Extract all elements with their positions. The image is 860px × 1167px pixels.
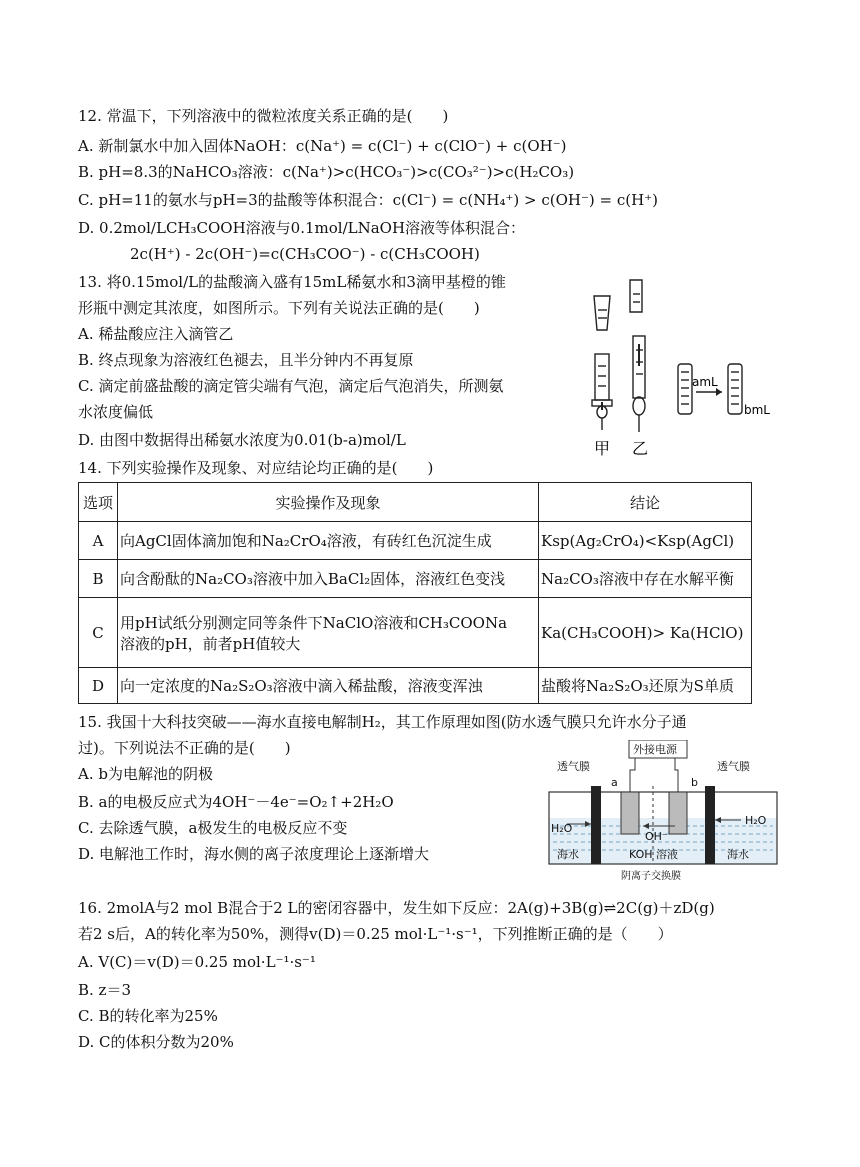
q13-stem-2: 形瓶中测定其浓度，如图所示。下列有关说法正确的是( )	[78, 299, 480, 317]
electrolysis-figure	[545, 740, 785, 885]
q16-option-c: C. B的转化率为25%	[78, 1007, 218, 1025]
koh-solution-label: KOH 溶液	[629, 848, 679, 861]
q16-option-d: D. C的体积分数为20%	[78, 1033, 234, 1051]
q16-stem-2: 若2 s后，A的转化率为50%，测得v(D)＝0.25 mol·L⁻¹·s⁻¹，下列推断正确的是（ ）	[78, 925, 673, 943]
anion-membrane-caption: 阴离子交换膜	[621, 871, 681, 882]
row-operation: 向一定浓度的Na₂S₂O₃溶液中滴入稀盐酸，溶液变浑浊	[118, 668, 539, 704]
burette-yi-label: 乙	[632, 439, 649, 458]
membrane-left-label: 透气膜	[557, 760, 590, 773]
experiment-table	[78, 482, 752, 704]
row-option: C	[79, 598, 118, 668]
q16-option-b: B. z＝3	[78, 981, 132, 999]
table-header-row	[79, 483, 752, 522]
q12-option-d: D. 0.2mol/LCH₃COOH溶液与0.1mol/LNaOH溶液等体积混合：	[78, 219, 526, 237]
q16-option-a: A. V(C)＝v(D)＝0.25 mol·L⁻¹·s⁻¹	[78, 953, 316, 971]
table-row	[79, 560, 752, 598]
burette-figure	[580, 274, 780, 459]
q12-option-b: B. pH=8.3的NaHCO₃溶液：c(Na⁺)>c(HCO₃⁻)>c(CO₃²⁻)>c(H₂CO₃)	[78, 163, 575, 181]
power-source-label: 外接电源	[633, 743, 677, 756]
header-conclusion: 结论	[539, 483, 752, 522]
row-operation	[118, 598, 539, 668]
q12-option-d-eq: 2c(H⁺) - 2c(OH⁻)=c(CH₃COO⁻) - c(CH₃COOH)	[130, 245, 480, 263]
table-row	[79, 522, 752, 560]
q13-stem-1: 13. 将0.15mol/L的盐酸滴入盛有15mL稀氨水和3滴甲基橙的锥	[78, 273, 506, 291]
electrode-a-label: a	[611, 776, 618, 789]
burette-jia-label: 甲	[594, 439, 611, 458]
row-option: D	[79, 668, 118, 704]
q13-option-c-2: 水浓度偏低	[78, 403, 154, 421]
row-operation-line-1: 用pH试纸分别测定同等条件下NaClO溶液和CH₃COONa	[120, 613, 508, 632]
row-conclusion: 盐酸将Na₂S₂O₃还原为S单质	[539, 668, 752, 704]
q15-stem-1: 15. 我国十大科技突破——海水直接电解制H₂，其工作原理如图(防水透气膜只允许水分子通	[78, 713, 687, 731]
q15-option-b: B. a的电极反应式为4OH⁻－4e⁻=O₂↑+2H₂O	[78, 793, 394, 811]
row-conclusion: Ksp(Ag₂CrO₄)<Ksp(AgCl)	[539, 522, 752, 560]
q12-stem: 12. 常温下，下列溶液中的微粒浓度关系正确的是( )	[78, 107, 449, 125]
row-operation: 向AgCl固体滴加饱和Na₂CrO₄溶液，有砖红色沉淀生成	[118, 522, 539, 560]
seawater-left-label: 海水	[557, 848, 579, 861]
electrode-b-label: b	[691, 776, 698, 789]
row-conclusion: Ka(CH₃COOH)> Ka(HClO)	[539, 598, 752, 668]
q12-option-c: C. pH=11的氨水与pH=3的盐酸等体积混合：c(Cl⁻) = c(NH₄⁺) > c(OH⁻) = c(H⁺)	[78, 191, 658, 209]
table-row	[79, 668, 752, 704]
q13-option-b: B. 终点现象为溶液红色褪去，且半分钟内不再复原	[78, 351, 414, 369]
row-option: A	[79, 522, 118, 560]
header-operation: 实验操作及现象	[118, 483, 539, 522]
q13-option-a: A. 稀盐酸应注入滴管乙	[78, 325, 234, 343]
header-option: 选项	[79, 483, 118, 522]
q15-option-d: D. 电解池工作时，海水侧的离子浓度理论上逐渐增大	[78, 845, 430, 863]
reading-b-label: bmL	[744, 403, 770, 417]
row-operation-line-2: 溶液的pH，前者pH值较大	[120, 634, 301, 653]
q16-stem-1: 16. 2molA与2 mol B混合于2 L的密闭容器中，发生如下反应：2A(g)+3B(g)⇌2C(g)＋zD(g)	[78, 899, 715, 917]
row-conclusion: Na₂CO₃溶液中存在水解平衡	[539, 560, 752, 598]
q15-stem-2: 过)。下列说法不正确的是( )	[78, 739, 291, 757]
row-operation: 向含酚酞的Na₂CO₃溶液中加入BaCl₂固体，溶液红色变浅	[118, 560, 539, 598]
q13-option-d: D. 由图中数据得出稀氨水浓度为0.01(b-a)mol/L	[78, 431, 406, 449]
hydroxide-label: OH⁻	[645, 830, 668, 843]
q13-option-c-1: C. 滴定前盛盐酸的滴定管尖端有气泡，滴定后气泡消失，所测氨	[78, 377, 504, 395]
membrane-right-label: 透气膜	[717, 760, 750, 773]
q15-option-c: C. 去除透气膜，a极发生的电极反应不变	[78, 819, 348, 837]
row-option: B	[79, 560, 118, 598]
reading-a-label: amL	[692, 375, 718, 389]
q15-option-a: A. b为电解池的阴极	[78, 765, 213, 783]
water-right-label: H₂O	[745, 814, 767, 827]
water-left-label: H₂O	[551, 822, 573, 835]
seawater-right-label: 海水	[727, 848, 749, 861]
table-row	[79, 598, 752, 668]
q12-option-a: A. 新制氯水中加入固体NaOH：c(Na⁺) = c(Cl⁻) + c(ClO⁻) + c(OH⁻)	[78, 137, 567, 155]
q14-stem: 14. 下列实验操作及现象、对应结论均正确的是( )	[78, 459, 434, 477]
